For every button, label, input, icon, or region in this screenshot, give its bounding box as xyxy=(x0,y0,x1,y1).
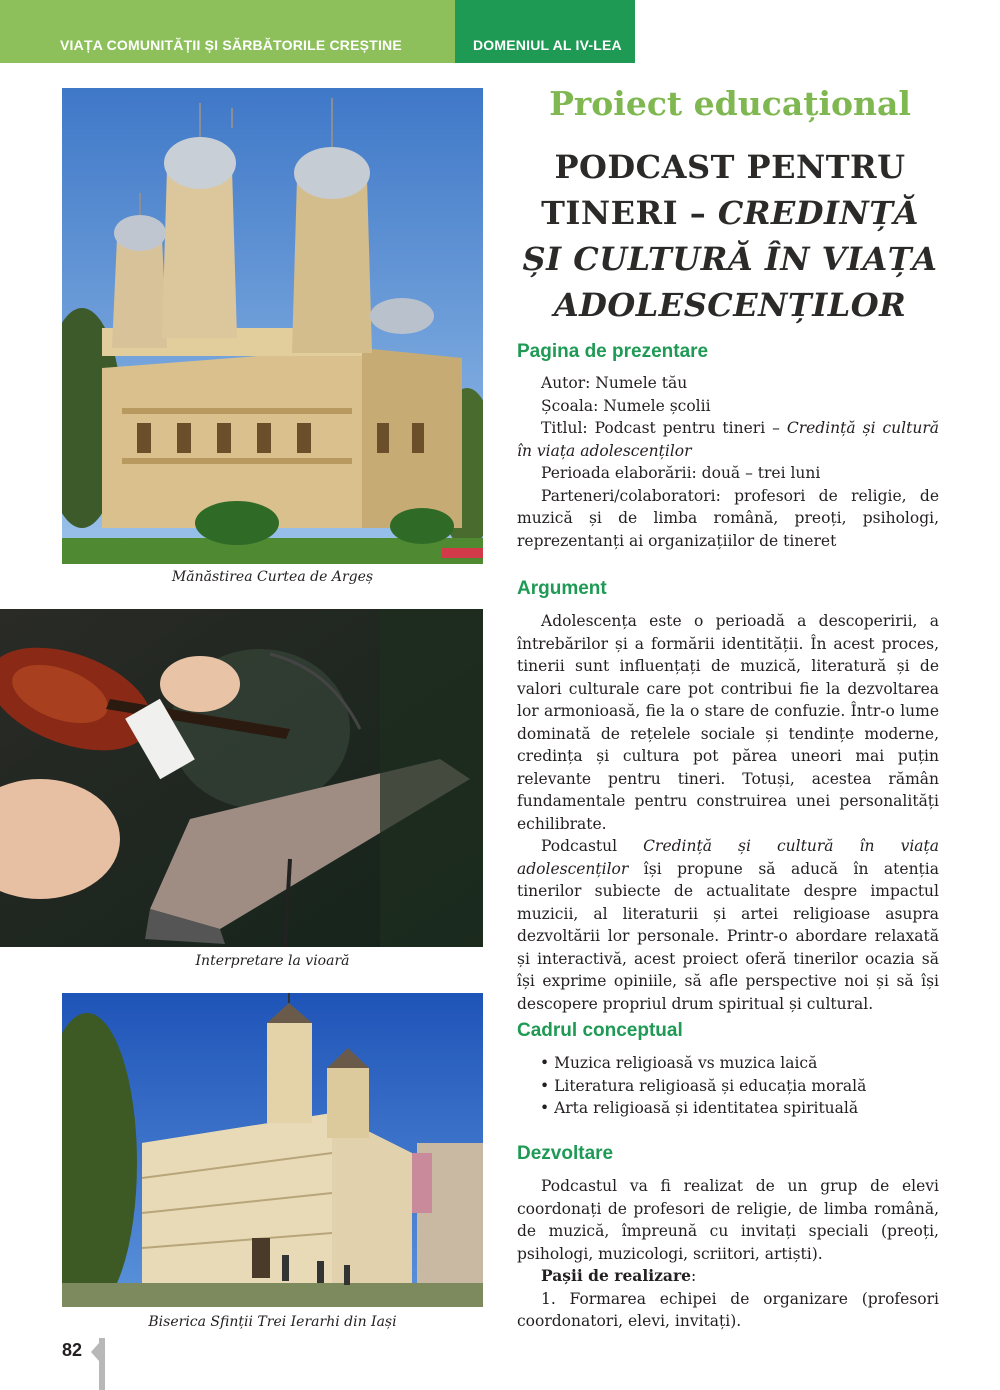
heading-development: Dezvoltare xyxy=(517,1143,614,1164)
title-line-3: ȘI CULTURĂ ÎN VIAȚA xyxy=(522,240,938,278)
argument-p2-end: își propune să aducă în atenția tinerilor subiecte de actualitate despre impactul muzicii, al literaturii și artei religioase asupra dezvoltării lor personale. Printr-o abordare relaxată și interactivă, acest proiect oferă tinerilor ocazia să își exprime opiniile, să afle perspective noi și să își descopere propriul drum spiritual și cultural. xyxy=(517,859,939,1013)
steps-label-colon: : xyxy=(691,1267,697,1285)
page-marker-bar xyxy=(99,1338,105,1390)
page-title xyxy=(500,144,960,328)
development-steps-label xyxy=(517,1265,939,1288)
concept-item: • Literatura religioasă și educația morală xyxy=(540,1075,952,1098)
presentation-title-italic: Credință și cultură în viața adolescenților xyxy=(517,419,939,460)
development-block xyxy=(517,1175,939,1333)
concept-item: • Arta religioasă și identitatea spirituală xyxy=(540,1097,952,1120)
presentation-title-prefix: Titlul: Podcast pentru tineri – xyxy=(541,419,787,437)
development-paragraph: Podcastul va fi realizat de un grup de elevi coordonați de profesori de religie, de limba română, de muzică, împreună cu invitați speciali (preoți, psihologi, muzicologi, scriitori, artiști). xyxy=(517,1177,939,1263)
photo-curtea-de-arges xyxy=(62,88,483,564)
steps-label-text: Pașii de realizare xyxy=(541,1266,691,1285)
photo-violin-performance xyxy=(0,609,483,947)
photo-trei-ierarhi-church xyxy=(62,993,483,1307)
page-marker-arrow xyxy=(91,1343,99,1361)
page-number: 82 xyxy=(62,1340,83,1360)
title-line-4: ADOLESCENȚILOR xyxy=(553,286,907,324)
development-step-1: 1. Formarea echipei de organizare (profesori coordonatori, elevi, invitați). xyxy=(517,1289,939,1330)
running-header-chapter: VIAȚA COMUNITĂȚII ȘI SĂRBĂTORILE CREȘTINE xyxy=(0,0,455,63)
title-line-2-italic: CREDINȚĂ xyxy=(717,194,919,232)
heading-concept: Cadrul conceptual xyxy=(517,1020,683,1041)
caption-photo-3: Biserica Sfinții Trei Ierarhi din Iași xyxy=(148,1314,397,1330)
presentation-author: Autor: Numele tău xyxy=(541,374,688,392)
title-line-1: PODCAST PENTRU xyxy=(554,148,906,186)
presentation-school: Școala: Numele școlii xyxy=(541,396,711,415)
title-line-2-normal: TINERI – xyxy=(541,194,718,232)
presentation-period: Perioada elaborării: două – trei luni xyxy=(541,464,821,482)
project-kicker: Proiect educațional xyxy=(549,84,911,123)
presentation-partners: Parteneri/colaboratori: profesori de religie, de muzică și de limba română, preoți, psihologi, reprezentanți ai organizațiilor de tineret xyxy=(517,486,939,550)
presentation-block xyxy=(517,372,939,552)
caption-photo-2: Interpretare la vioară xyxy=(195,953,350,969)
heading-argument: Argument xyxy=(517,578,607,599)
argument-p2-italic: Credință și cultură în viața adolescenților xyxy=(517,837,939,878)
argument-p2-start: Podcastul xyxy=(541,837,644,855)
concept-list xyxy=(530,1052,952,1120)
heading-presentation: Pagina de prezentare xyxy=(517,341,709,362)
running-header-domain: DOMENIUL AL IV-LEA xyxy=(455,0,635,63)
argument-paragraph-1: Adolescența este o perioadă a descoperirii, a întrebărilor și a formării identității. În acest proces, tinerii sunt influențați de muzică, literatură și de valori culturale care pot contribui fie la dezvoltarea lor armonioasă, fie la o stare de confuzie. Într-o lume dominată de rețelele sociale și tendințe moderne, credința și cultura pot părea uneori mai puțin relevante pentru tineri. Totuși, acestea rămân fundamentale pentru construirea unei personalități echilibrate. xyxy=(517,612,939,833)
argument-block xyxy=(517,610,939,1015)
caption-photo-1: Mănăstirea Curtea de Argeș xyxy=(171,569,374,585)
concept-item: • Muzica religioasă vs muzica laică xyxy=(540,1052,952,1075)
presentation-title xyxy=(517,417,939,462)
title-line-2 xyxy=(500,190,960,236)
argument-paragraph-2 xyxy=(517,835,939,1015)
